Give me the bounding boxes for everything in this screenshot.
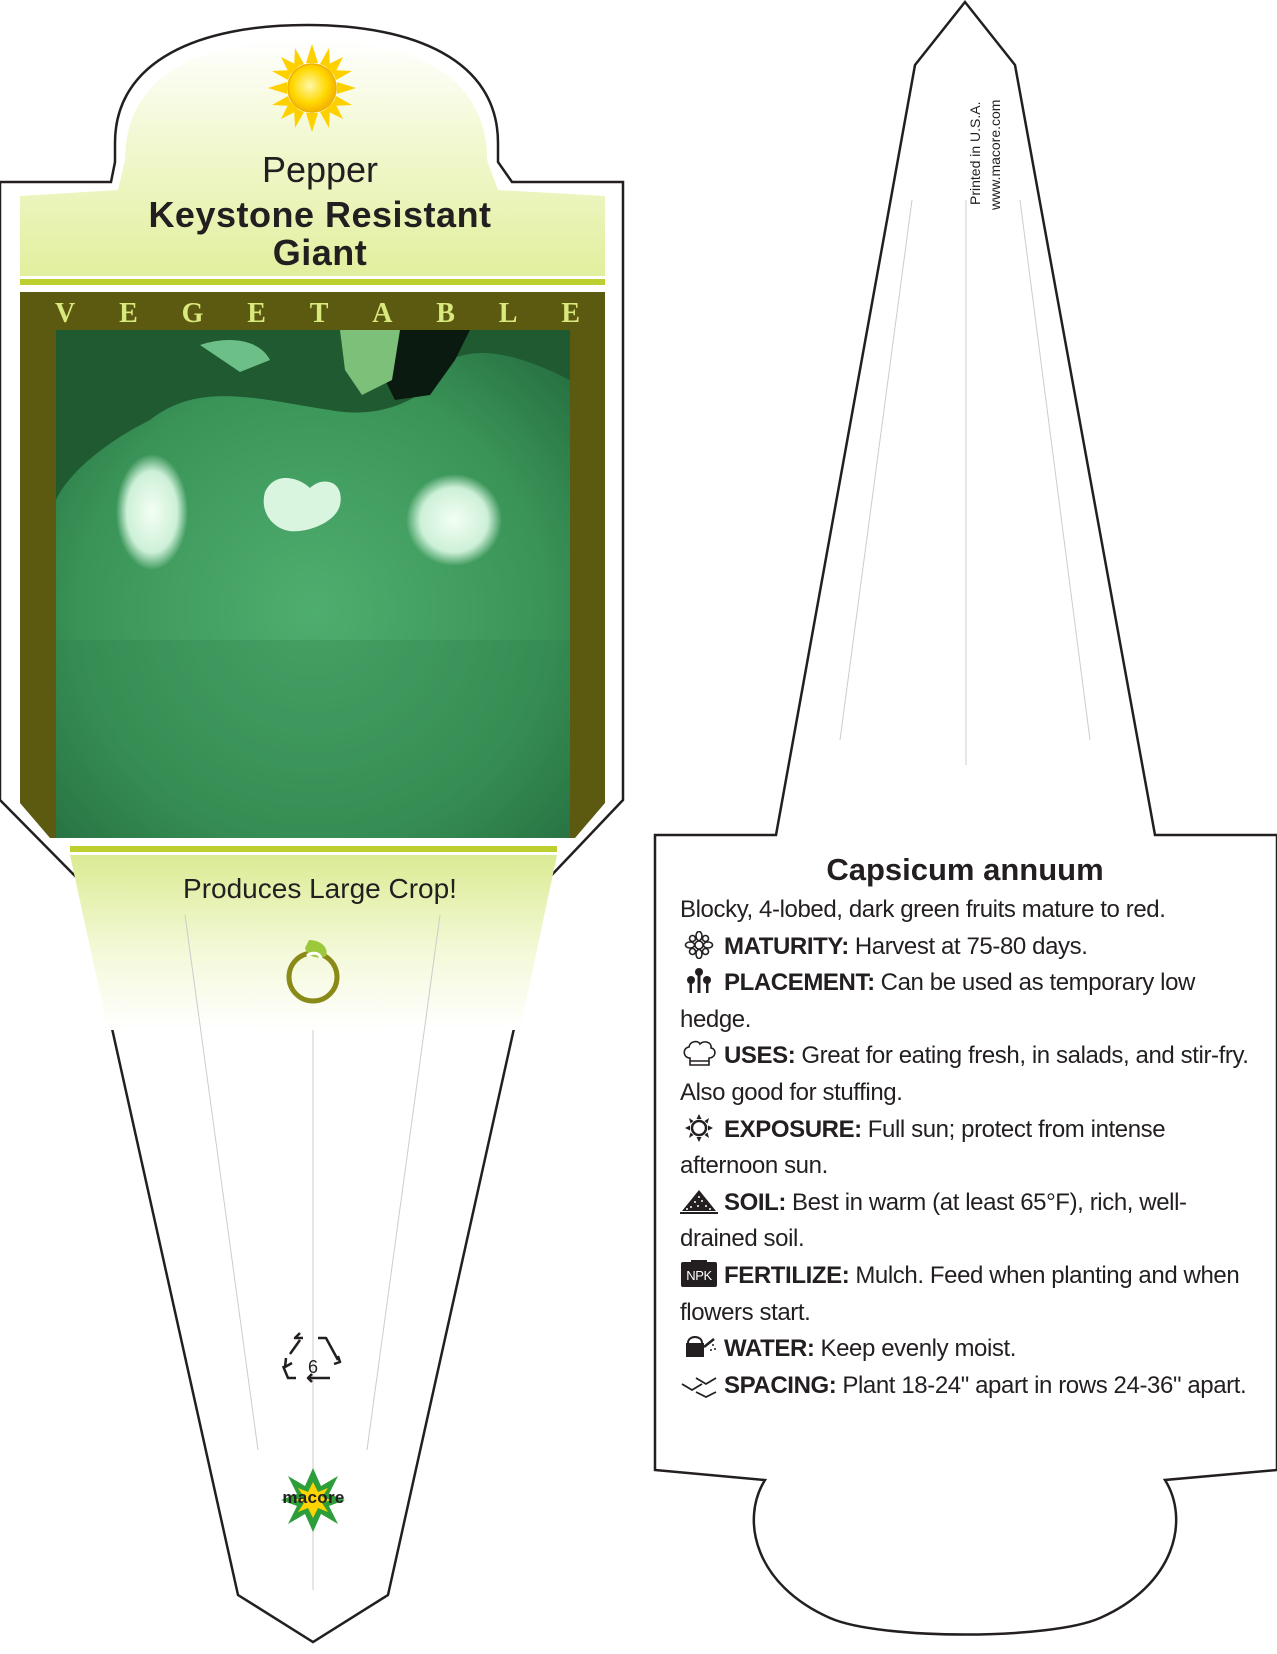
- tagline: Produces Large Crop!: [183, 873, 457, 904]
- care-item-placement: [680, 965, 1250, 1038]
- plant-common-name: Pepper: [261, 149, 379, 190]
- care-label: USES:: [724, 1042, 796, 1070]
- category-letter: E: [119, 298, 138, 329]
- care-item-spacing: [680, 1368, 1250, 1405]
- category-letter: E: [247, 298, 266, 329]
- printer-country: Printed in U.S.A.: [967, 101, 983, 205]
- pepper-photo: [56, 330, 570, 838]
- title-divider: [20, 279, 605, 285]
- care-label: MATURITY:: [724, 932, 849, 960]
- photo-bottom-band: [70, 846, 557, 852]
- care-instructions: [680, 850, 1250, 1404]
- flower-icon: [680, 931, 718, 959]
- plant-variety-name-line2: Giant: [272, 232, 368, 273]
- npk-label: NPK: [686, 1267, 712, 1283]
- care-text: Mulch. Feed when planting and when flowers start.: [680, 1261, 1240, 1326]
- botanical-name: Capsicum annuum: [826, 852, 1104, 887]
- care-text: Harvest at 75-80 days.: [854, 932, 1088, 960]
- printer-credit: [967, 55, 1007, 215]
- category-letter: V: [55, 298, 76, 329]
- sun-icon: [680, 1114, 718, 1142]
- category-letter: G: [181, 298, 204, 329]
- chef-hat-icon: [680, 1040, 718, 1068]
- recycle-code: 6: [307, 1357, 318, 1377]
- category-letter: A: [372, 298, 393, 329]
- soil-icon: [680, 1187, 718, 1215]
- care-label: SOIL:: [724, 1188, 786, 1216]
- care-label: PLACEMENT:: [724, 969, 875, 997]
- npk-icon: [680, 1260, 718, 1288]
- plant-variety-name-line1: Keystone Resistant: [148, 194, 492, 235]
- care-text: Best in warm (at least 65°F), rich, well-drained soil.: [680, 1188, 1187, 1253]
- care-item-water: [680, 1331, 1250, 1368]
- printer-website: www.macore.com: [987, 99, 1003, 210]
- placement-icon: [680, 967, 718, 995]
- care-text: Plant 18-24" apart in rows 24-36" apart.: [842, 1371, 1247, 1399]
- brand-name: macore: [282, 1488, 345, 1507]
- spacing-icon: [680, 1370, 718, 1398]
- care-text: Can be used as temporary low hedge.: [680, 969, 1195, 1033]
- category-letter: B: [436, 298, 455, 329]
- category-letter: E: [561, 298, 580, 329]
- care-label: EXPOSURE:: [724, 1115, 862, 1143]
- category-letter: L: [498, 298, 518, 329]
- care-label: FERTILIZE:: [724, 1261, 850, 1289]
- care-text: Full sun; protect from intense afternoon sun.: [680, 1115, 1166, 1180]
- care-label: SPACING:: [724, 1371, 837, 1399]
- care-item-maturity: [680, 929, 1250, 966]
- care-item-exposure: [680, 1112, 1250, 1185]
- sun-exposure-icon: [268, 44, 356, 132]
- care-item-soil: [680, 1185, 1250, 1258]
- category-label: [55, 298, 580, 330]
- category-letter: T: [309, 298, 329, 329]
- care-item-uses: [680, 1038, 1250, 1111]
- care-label: WATER:: [724, 1335, 815, 1363]
- watering-can-icon: [680, 1333, 718, 1361]
- care-text: Keep evenly moist.: [820, 1335, 1017, 1363]
- care-text: Great for eating fresh, in salads, and stir-fry. Also good for stuffing.: [680, 1042, 1249, 1106]
- care-item-fertilize: [680, 1258, 1250, 1331]
- plant-description: Blocky, 4-lobed, dark green fruits mature to red.: [680, 896, 1166, 923]
